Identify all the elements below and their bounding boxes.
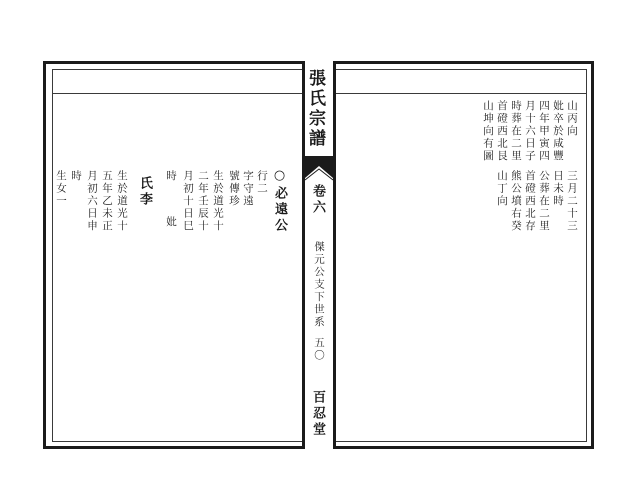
section-title: 傑元公支下世系 <box>313 241 325 329</box>
entry-text-column: 字守遠 <box>242 170 254 208</box>
spouse-name: 氏李 <box>137 176 152 208</box>
right-text-column: 公葬在二里 <box>538 170 550 233</box>
right-text-column: 山丙向 <box>566 100 578 138</box>
spouse-text-column: 月初六日申 <box>86 170 98 233</box>
entry-text-column: 二年壬辰十 <box>197 170 209 233</box>
right-text-column: 日未時 <box>552 170 564 208</box>
header-rule-left <box>52 93 302 94</box>
right-text-column: 妣卒於咸豐 <box>552 100 564 163</box>
entry-text-column: 月初十日巳 <box>182 170 194 233</box>
hall-name: 百忍堂 <box>310 390 325 438</box>
entry-text-column: 號傳珍 <box>228 170 240 208</box>
fish-tail-mark <box>305 156 333 182</box>
spouse-text-column: 時 <box>70 170 82 183</box>
page-number: 五〇 <box>313 337 325 362</box>
right-text-column: 四年甲寅四 <box>538 100 550 163</box>
entry-text-column: 生於道光十 <box>212 170 224 233</box>
spouse-text-column: 生於道光十 <box>116 170 128 233</box>
children-record: 生女一 <box>55 170 67 208</box>
entry-text-column: 時 <box>165 170 177 183</box>
right-text-column: 時葬在二里 <box>510 100 522 163</box>
genealogy-title: 張氏宗譜 <box>305 69 325 149</box>
entry-text-column: 行二 <box>256 170 268 195</box>
right-text-column: 月十六日子 <box>524 100 536 163</box>
right-text-column: 三月二十三 <box>566 170 578 233</box>
spouse-text-column: 五年乙未正 <box>101 170 113 233</box>
person-name: ○必遠公 <box>272 168 287 234</box>
right-text-column: 山坤向有圖 <box>482 100 494 163</box>
volume-label: 卷六 <box>310 184 325 216</box>
right-text-column: 首磴西北艮 <box>496 100 508 163</box>
right-text-column: 首磴西北存 <box>524 170 536 233</box>
header-rule-right <box>336 93 587 94</box>
right-text-column: 熊公墳右癸 <box>510 170 522 233</box>
spouse-marker: 妣 <box>165 216 177 229</box>
right-text-column: 山丁向 <box>496 170 508 208</box>
